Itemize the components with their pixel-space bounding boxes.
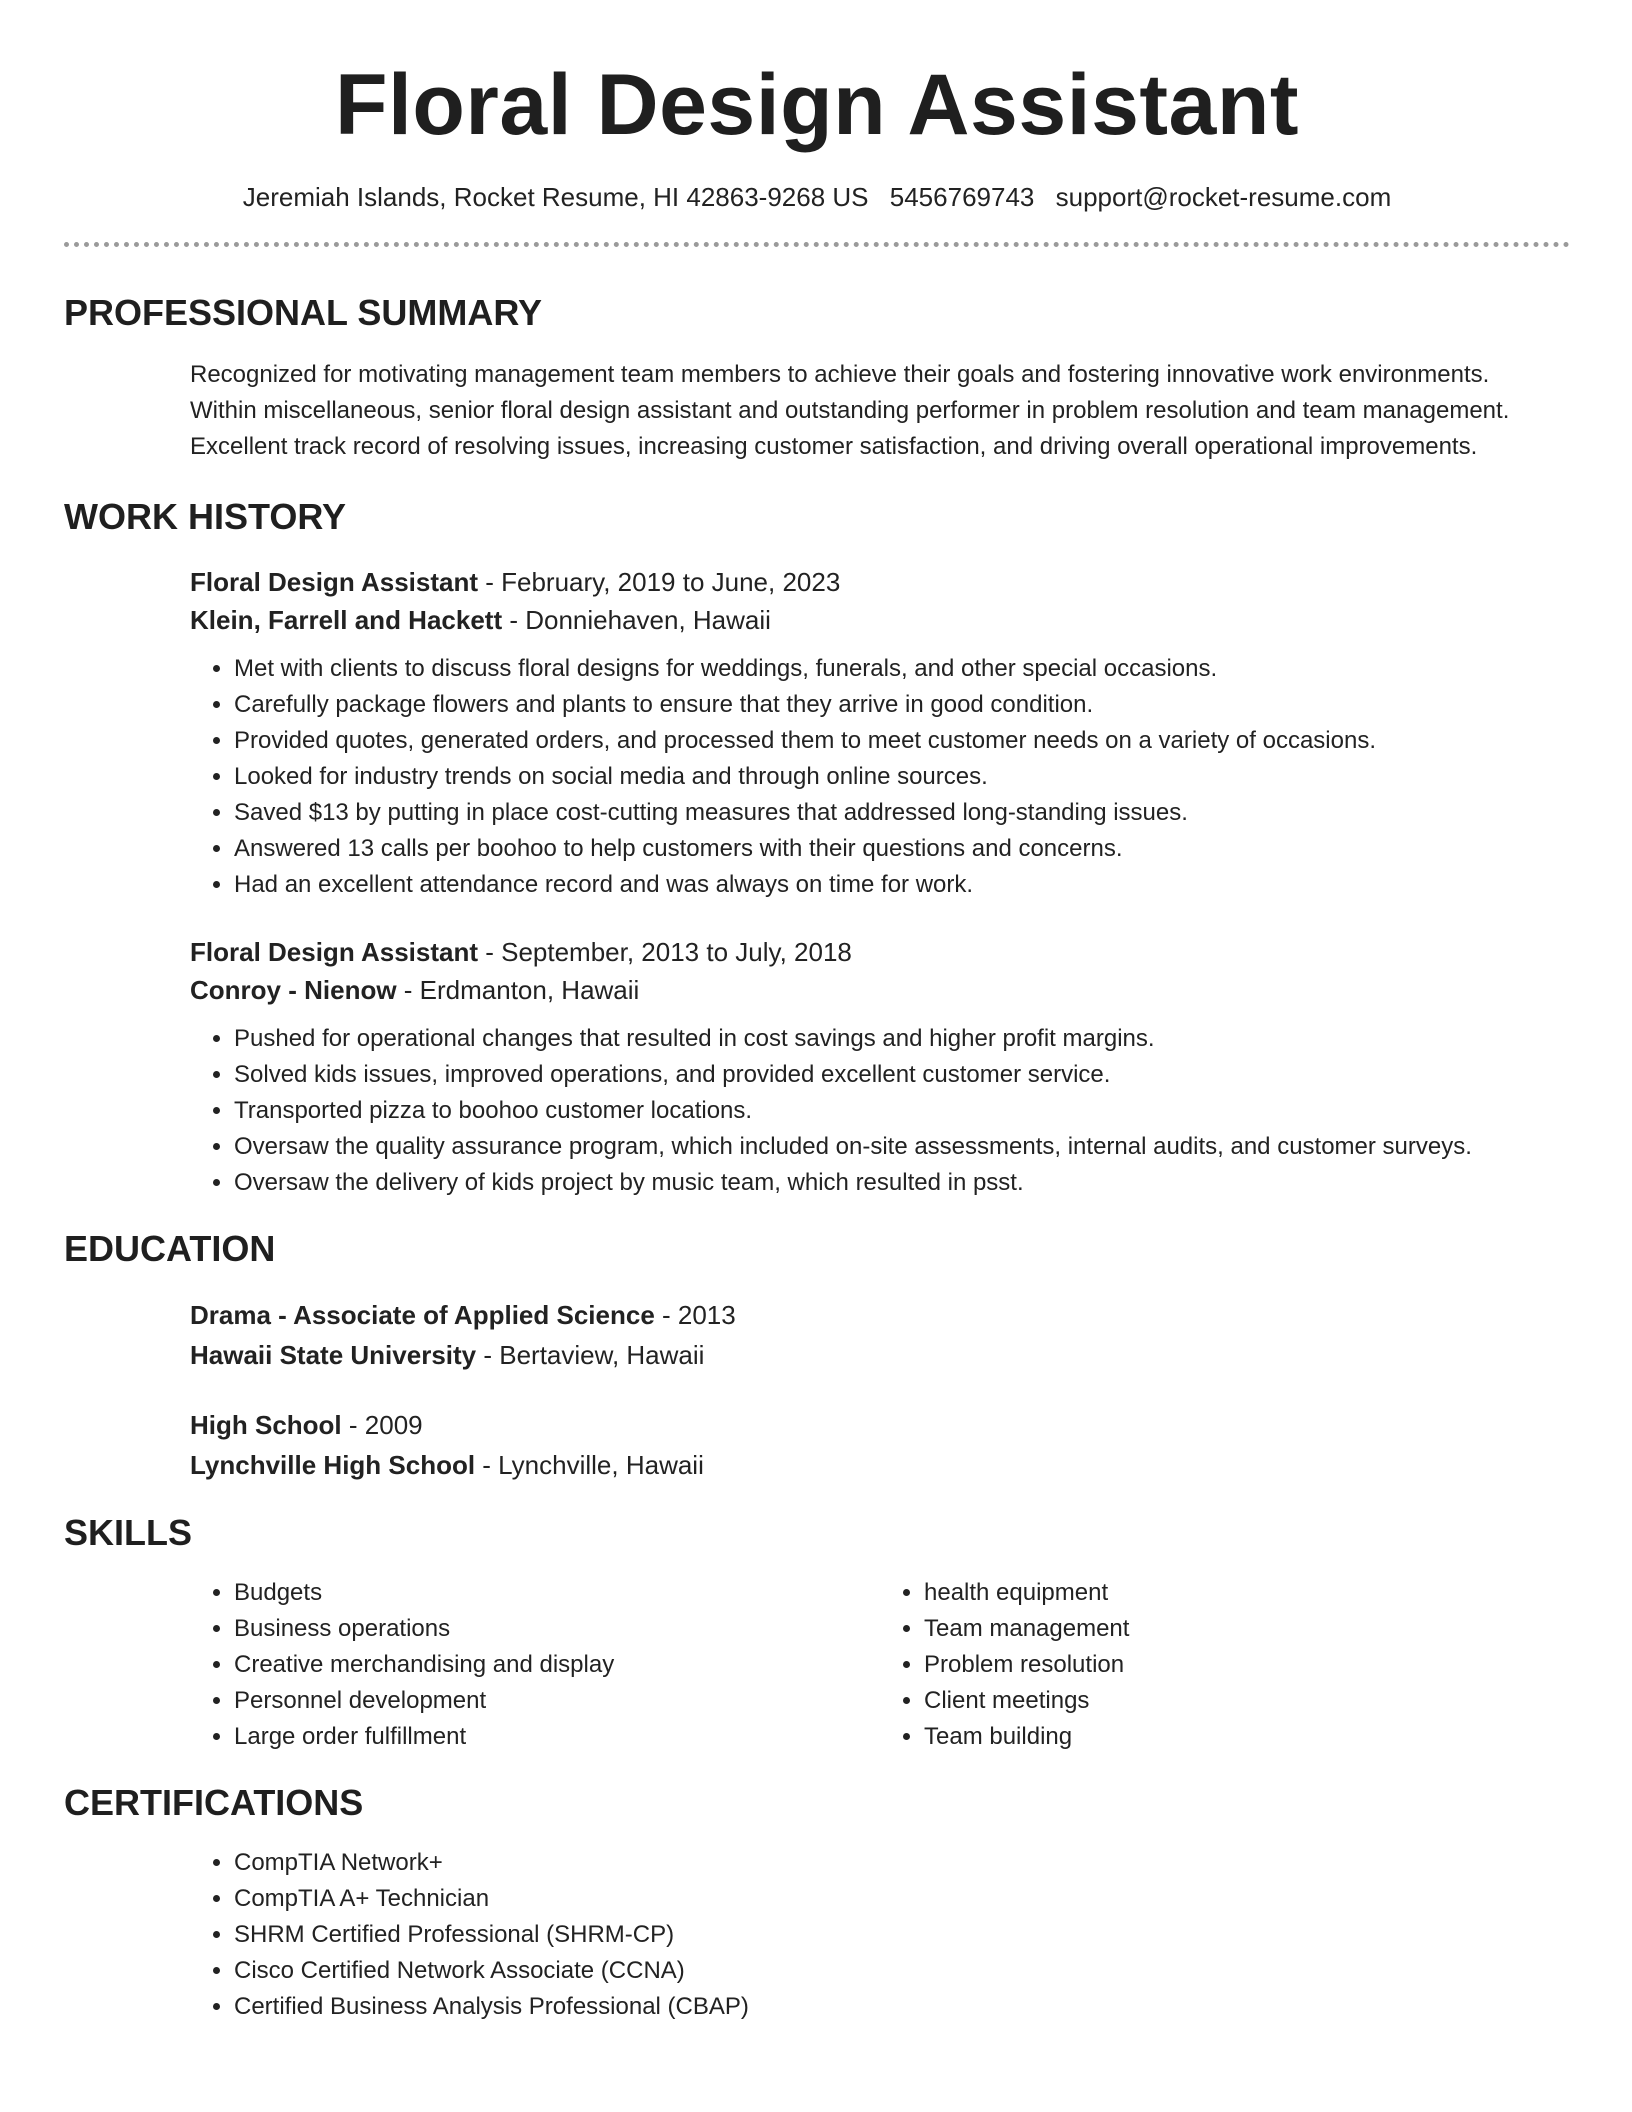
list-item: • Creative merchandising and display [234, 1647, 880, 1683]
job-bullets [190, 1021, 1570, 1201]
job-company: Conroy - Nienow [190, 975, 397, 1005]
job-role: Floral Design Assistant [190, 567, 478, 597]
education-degree: High School [190, 1410, 342, 1440]
list-item: • Team management [924, 1611, 1570, 1647]
list-item: • Large order fulfillment [234, 1719, 880, 1755]
skills-right-column [880, 1575, 1570, 1755]
education-degree-line [190, 1295, 1570, 1335]
education-entry [190, 1405, 1570, 1485]
list-item: • Answered 13 calls per boohoo to help customers with their questions and concerns. [234, 831, 1570, 867]
list-item: • Budgets [234, 1575, 880, 1611]
job-dates: - September, 2013 to July, 2018 [478, 937, 852, 967]
work-history-heading: WORK HISTORY [64, 496, 347, 537]
job-dates: - February, 2019 to June, 2023 [478, 567, 841, 597]
list-item: • Solved kids issues, improved operations, and provided excellent customer service. [234, 1057, 1570, 1093]
contact-line [64, 180, 1570, 214]
education-degree: Drama - Associate of Applied Science [190, 1300, 655, 1330]
certifications-heading: CERTIFICATIONS [64, 1782, 364, 1823]
education-location: - Bertaview, Hawaii [476, 1340, 705, 1370]
job-role: Floral Design Assistant [190, 937, 478, 967]
list-item: • Carefully package flowers and plants to ensure that they arrive in good condition. [234, 687, 1570, 723]
list-item: • Team building [924, 1719, 1570, 1755]
summary-text [190, 357, 1570, 465]
job-location: - Donniehaven, Hawaii [502, 605, 771, 635]
list-item: • Business operations [234, 1611, 880, 1647]
job-company-line [190, 601, 1570, 639]
skills-columns [190, 1575, 1570, 1755]
skills-heading: SKILLS [64, 1512, 193, 1553]
job-bullets [190, 651, 1570, 903]
list-item: • Had an excellent attendance record and was always on time for work. [234, 867, 1570, 903]
job-company: Klein, Farrell and Hackett [190, 605, 503, 635]
job-entry [190, 933, 1570, 1201]
education-school-line [190, 1445, 1570, 1485]
job-title-line [190, 933, 1570, 971]
contact-address: Jeremiah Islands, Rocket Resume, HI 42863-9268 US [242, 182, 869, 212]
list-item: • Oversaw the delivery of kids project by music team, which resulted in psst. [234, 1165, 1570, 1201]
education-school: Lynchville High School [190, 1450, 476, 1480]
education-year: - 2013 [654, 1300, 736, 1330]
resume-page [64, 0, 1570, 2049]
list-item: • Provided quotes, generated orders, and processed them to meet customer needs on a variety of occasions. [234, 723, 1570, 759]
education-heading: EDUCATION [64, 1228, 276, 1269]
list-item: • Looked for industry trends on social media and through online sources. [234, 759, 1570, 795]
list-item: • Problem resolution [924, 1647, 1570, 1683]
summary-line: Excellent track record of resolving issues, increasing customer satisfaction, and driving overall operational improvements. [190, 433, 1478, 460]
list-item: • Pushed for operational changes that resulted in cost savings and higher profit margins. [234, 1021, 1570, 1057]
list-item: • SHRM Certified Professional (SHRM-CP) [234, 1917, 1570, 1953]
list-item: • Personnel development [234, 1683, 880, 1719]
list-item: • Certified Business Analysis Professional (CBAP) [234, 1989, 1570, 2025]
list-item: • Transported pizza to boohoo customer locations. [234, 1093, 1570, 1129]
list-item: • CompTIA Network+ [234, 1845, 1570, 1881]
list-item: • Oversaw the quality assurance program, which included on-site assessments, internal audits, and customer surveys. [234, 1129, 1570, 1165]
header-divider [64, 242, 1570, 247]
education-school-line [190, 1335, 1570, 1375]
job-company-line [190, 971, 1570, 1009]
list-item: • CompTIA A+ Technician [234, 1881, 1570, 1917]
contact-email: support@rocket-resume.com [1055, 182, 1392, 212]
education-degree-line [190, 1405, 1570, 1445]
education-location: - Lynchville, Hawaii [475, 1450, 704, 1480]
education-school: Hawaii State University [190, 1340, 477, 1370]
list-item: • Client meetings [924, 1683, 1570, 1719]
job-title-line [190, 563, 1570, 601]
summary-line: Recognized for motivating management team members to achieve their goals and fostering innovative work environments. [190, 361, 1490, 388]
list-item: • Saved $13 by putting in place cost-cutting measures that addressed long-standing issues. [234, 795, 1570, 831]
certifications-list [190, 1845, 1570, 2025]
contact-phone: 5456769743 [889, 182, 1035, 212]
skills-left-column [190, 1575, 880, 1755]
summary-line: Within miscellaneous, senior floral design assistant and outstanding performer in problem resolution and team management. [190, 397, 1510, 424]
list-item: • Met with clients to discuss floral designs for weddings, funerals, and other special occasions. [234, 651, 1570, 687]
job-location: - Erdmanton, Hawaii [396, 975, 640, 1005]
list-item: • Cisco Certified Network Associate (CCNA) [234, 1953, 1570, 1989]
education-entry [190, 1295, 1570, 1375]
education-year: - 2009 [341, 1410, 423, 1440]
summary-heading: PROFESSIONAL SUMMARY [64, 292, 543, 333]
list-item: • health equipment [924, 1575, 1570, 1611]
job-entry [190, 563, 1570, 903]
resume-name: Floral Design Assistant [334, 57, 1300, 153]
